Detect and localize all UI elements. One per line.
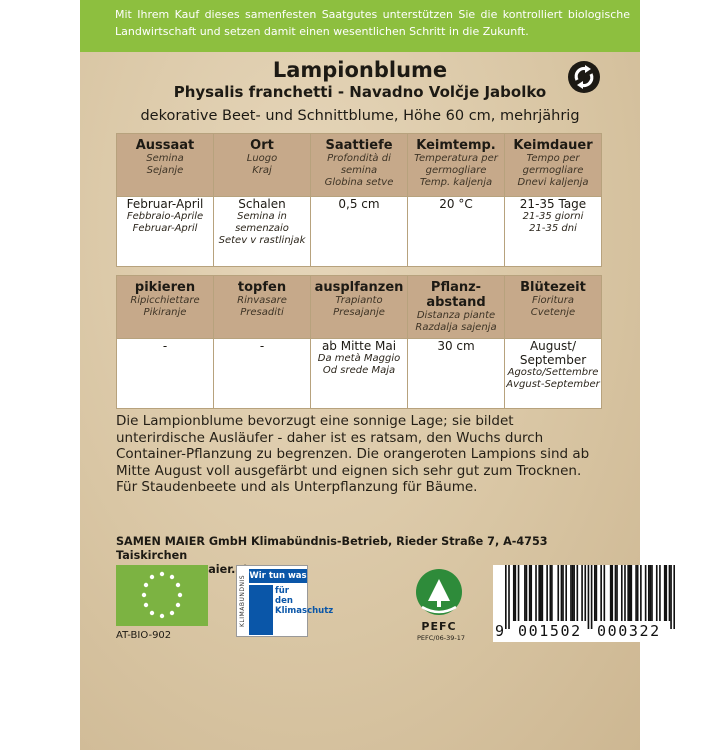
barcode-bar	[624, 565, 626, 621]
planting-header-label: topfen	[237, 280, 287, 295]
sowing-value: 20 °C	[439, 197, 473, 211]
sowing-value-translation: 21-35 giorni	[522, 211, 584, 222]
barcode-bar	[664, 565, 666, 621]
barcode-bar	[549, 565, 551, 621]
barcode-bar	[529, 565, 531, 621]
sowing-table-value-row	[117, 197, 602, 267]
sowing-header-cell	[214, 134, 311, 197]
product-title: Lampionblume	[272, 58, 448, 82]
sowing-value: 21-35 Tage	[519, 197, 587, 211]
planting-value-cell	[311, 339, 408, 409]
sowing-value-cell	[214, 197, 311, 267]
sowing-table-header-row	[117, 134, 602, 197]
sowing-header-label: Keimtemp.	[416, 138, 496, 153]
sowing-value: Februar-April	[126, 197, 204, 211]
planting-table-header-row	[117, 276, 602, 339]
barcode-bar	[611, 565, 613, 621]
pefc-code: PEFC/06-39-17	[417, 634, 465, 642]
sowing-value-cell	[505, 197, 602, 267]
barcode-bar	[650, 565, 652, 621]
planting-header-translation: Ripicchiettare	[130, 295, 200, 306]
planting-header-translation: Presajanje	[333, 307, 385, 318]
sowing-header-label: Keimdauer	[513, 138, 593, 153]
planting-table	[116, 275, 602, 409]
planting-header-cell	[505, 276, 602, 339]
sowing-header-translation: Dnevi kaljenja	[517, 177, 589, 188]
planting-header-translation: Cvetenje	[530, 307, 576, 318]
planting-value-cell	[117, 339, 214, 409]
sowing-header-label: Saattiefe	[325, 138, 393, 153]
barcode-bar	[573, 565, 575, 621]
green-dot-recycle-icon	[567, 60, 601, 94]
product-subtitle: Physalis franchetti - Navadno Volčje Jabolko	[173, 83, 547, 101]
barcode-bar	[584, 565, 586, 621]
planting-header-translation: Razdalja sajenja	[415, 322, 497, 333]
barcode-bar	[540, 565, 542, 621]
planting-header-cell	[214, 276, 311, 339]
sowing-value-translation: 21-35 dni	[529, 223, 577, 234]
pefc-tree-icon	[414, 567, 464, 619]
sowing-value-translation: Febbraio-Aprile	[126, 211, 204, 222]
planting-header-translation: Trapianto	[335, 295, 383, 306]
barcode-bar	[659, 565, 661, 621]
company-address: SAMEN MAIER GmbH Klimabündnis-Betrieb, Rieder Straße 7, A-4753 Taiskirchen	[116, 535, 548, 562]
ean-barcode	[493, 565, 683, 642]
planting-value: -	[162, 339, 168, 353]
sowing-value-cell	[408, 197, 505, 267]
planting-value: ab Mitte Mai	[321, 339, 397, 353]
barcode-right-digits: 000322	[597, 622, 661, 640]
barcode-number	[493, 617, 683, 642]
barcode-bar	[656, 565, 658, 621]
planting-header-cell	[408, 276, 505, 339]
sowing-value: 0,5 cm	[338, 197, 380, 211]
barcode-bar	[637, 565, 639, 621]
sowing-header-translation: Temp. kaljenja	[419, 177, 493, 188]
barcode-bar	[565, 565, 567, 621]
barcode-bar	[665, 565, 667, 621]
barcode-left-digits: 001502	[518, 622, 582, 640]
barcode-bar	[577, 565, 579, 621]
planting-value-translation: Avgust-September	[506, 379, 600, 390]
planting-header-label: ausplfanzen	[314, 280, 404, 295]
barcode-bar	[535, 565, 537, 621]
planting-value-translation: Agosto/Settembre	[507, 367, 599, 378]
organic-control-code: AT-BIO-902	[116, 630, 172, 641]
planting-value: August/ September	[519, 339, 587, 367]
sowing-header-translation: semina	[340, 165, 378, 176]
globe-icon	[249, 585, 273, 635]
barcode-bar	[629, 565, 631, 621]
description-paragraph: Die Lampionblume bevorzugt eine sonnige Lage; sie bildet unterirdische Ausläufer - daher ist es ratsam, den Wuchs durch Container-Pflanzung zu begrenzen. Die orangeroten Lampions sind ab Mitte August voll ausgefärbt und eignen sich sehr gut zum Trocknen. Für Staudenbeete und als Unterpflanzung für Bäume.	[116, 413, 590, 495]
barcode-bar	[594, 565, 596, 621]
barcode-bar	[645, 565, 647, 621]
sowing-header-translation: Semina	[146, 153, 184, 164]
sowing-header-cell	[311, 134, 408, 197]
barcode-bar	[542, 565, 544, 621]
planting-value: 30 cm	[437, 339, 475, 353]
barcode-bar	[621, 565, 623, 621]
sowing-value-cell	[311, 197, 408, 267]
planting-header-cell	[117, 276, 214, 339]
barcode-bar	[669, 565, 671, 621]
planting-value-translation: Od srede Maja	[322, 365, 396, 376]
sowing-header-translation: Temperatura per	[414, 153, 498, 164]
barcode-bar	[572, 565, 574, 621]
barcode-bar	[581, 565, 583, 621]
planting-table-value-row	[117, 339, 602, 409]
klimabuendnis-logo	[236, 565, 334, 637]
barcode-bar	[524, 565, 526, 621]
planting-header-label: Pflanz- abstand	[426, 280, 486, 310]
planting-value-cell	[214, 339, 311, 409]
barcode-bar	[530, 565, 532, 621]
planting-header-translation: Distanza piante	[416, 310, 496, 321]
planting-value-translation: Da metà Maggio	[317, 353, 401, 364]
klimabuendnis-slogan: Wir tun was	[249, 571, 307, 581]
barcode-bar	[513, 565, 515, 621]
barcode-bar	[631, 565, 633, 621]
sowing-header-cell	[117, 134, 214, 197]
planting-value-cell	[505, 339, 602, 409]
sowing-header-translation: Luogo	[246, 153, 278, 164]
sowing-header-translation: germogliare	[522, 165, 584, 176]
planting-header-label: pikieren	[134, 280, 196, 295]
barcode-bar	[615, 565, 617, 621]
barcode-bar	[604, 565, 606, 621]
barcode-bar	[651, 565, 653, 621]
sowing-header-cell	[505, 134, 602, 197]
barcode-first-digit: 9	[495, 622, 505, 640]
barcode-bar	[648, 565, 650, 621]
planting-header-translation: Rinvasare	[237, 295, 287, 306]
barcode-bar	[635, 565, 637, 621]
barcode-bar	[600, 565, 602, 621]
sowing-header-label: Ort	[250, 138, 274, 153]
sowing-value-translation: semenzaio	[235, 223, 289, 234]
sowing-header-translation: Sejanje	[146, 165, 184, 176]
barcode-bar	[546, 565, 548, 621]
sowing-header-label: Aussaat	[135, 138, 195, 153]
sowing-value-translation: Setev v rastlinjak	[218, 235, 306, 246]
planting-value-cell	[408, 339, 505, 409]
bio-banner: Mit Ihrem Kauf dieses samenfesten Saatgutes unterstützen Sie die kontrolliert biologische Landwirtschaft und setzen damit einen wesentlichen Schritt in die Zukunft.	[80, 0, 640, 52]
barcode-bar	[570, 565, 572, 621]
barcode-bar	[551, 565, 553, 621]
sowing-header-cell	[408, 134, 505, 197]
barcode-bar	[561, 565, 563, 621]
planting-header-translation: Fioritura	[531, 295, 575, 306]
barcode-bar	[515, 565, 517, 621]
barcode-bar	[610, 565, 612, 621]
sowing-header-translation: Tempo per	[526, 153, 580, 164]
klimabuendnis-side-text: KLIMABÜNDNIS	[239, 575, 246, 628]
seed-packet-back	[80, 0, 661, 750]
sowing-value-cell	[117, 197, 214, 267]
barcode-bar	[557, 565, 559, 621]
product-description: dekorative Beet- und Schnittblume, Höhe 60 cm, mehrjährig	[140, 108, 580, 124]
klimabuendnis-text: für den Klimaschutz	[275, 586, 334, 616]
planting-value: -	[259, 339, 265, 353]
planting-header-cell	[311, 276, 408, 339]
barcode-bar	[640, 565, 642, 621]
barcode-bar	[616, 565, 618, 621]
eu-organic-leaf-icon	[116, 565, 208, 626]
barcode-bar	[538, 565, 540, 621]
sowing-header-translation: Globina setve	[324, 177, 394, 188]
barcode-bar	[627, 565, 629, 621]
planting-header-translation: Pikiranje	[143, 307, 187, 318]
sowing-header-translation: Kraj	[252, 165, 272, 176]
sowing-header-translation: Profondità di	[327, 153, 391, 164]
sowing-value: Schalen	[238, 197, 286, 211]
sowing-value-translation: Semina in	[237, 211, 287, 222]
barcode-bar	[562, 565, 564, 621]
pefc-label: PEFC	[421, 620, 457, 633]
barcode-bar	[596, 565, 598, 621]
barcode-bar	[526, 565, 528, 621]
sowing-value-translation: Februar-April	[132, 223, 198, 234]
planting-header-translation: Presaditi	[240, 307, 284, 318]
sowing-table	[116, 133, 602, 267]
planting-header-label: Blütezeit	[520, 280, 586, 295]
sowing-header-translation: germogliare	[425, 165, 487, 176]
barcode-bar	[518, 565, 520, 621]
